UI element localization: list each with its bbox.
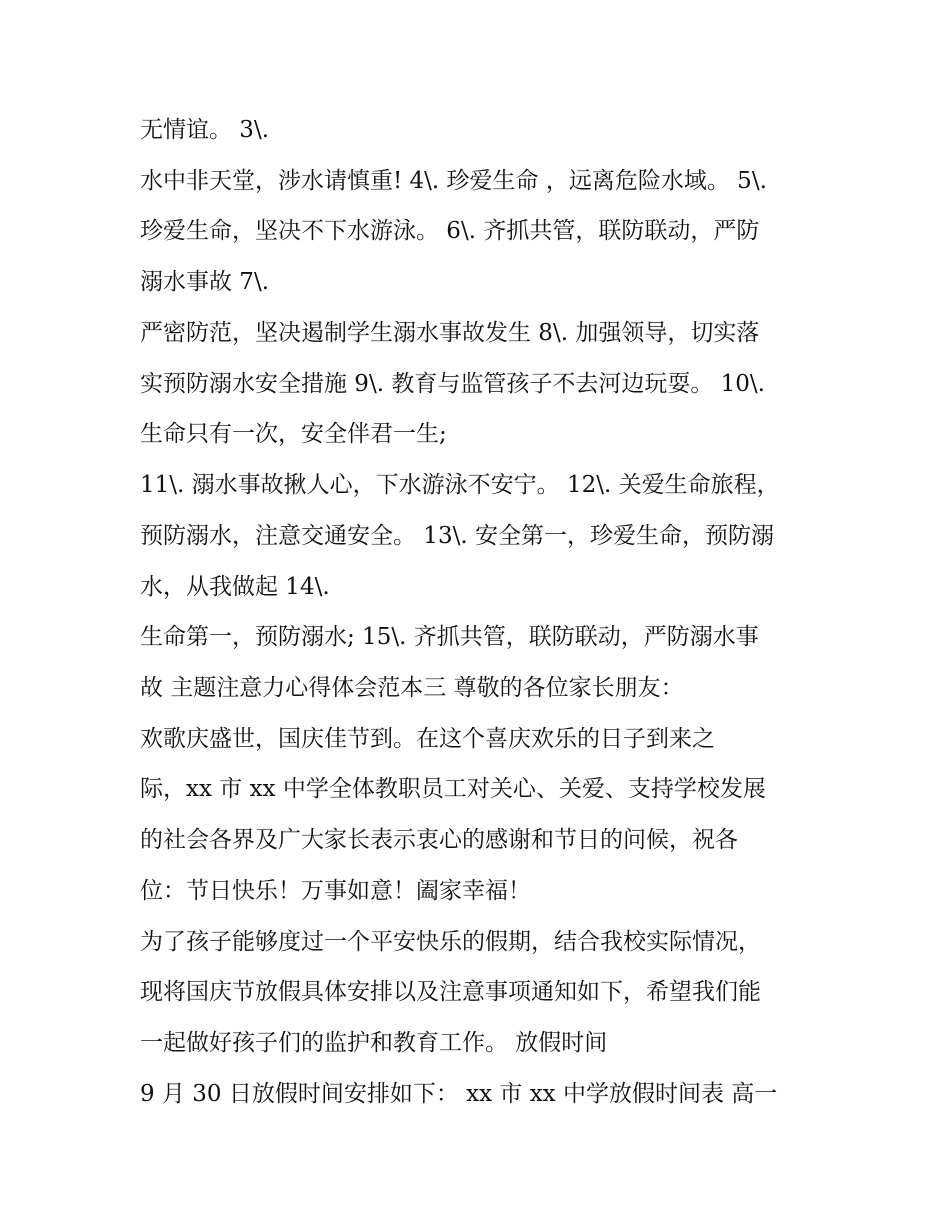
text-line: 生命第一，预防溺水; 15\. 齐抓共管，联防联动，严防溺水事: [140, 624, 759, 650]
text-line: 欢歌庆盛世，国庆佳节到。在这个喜庆欢乐的日子到来之: [140, 726, 715, 752]
text-line: 现将国庆节放假具体安排以及注意事项通知如下，希望我们能: [140, 979, 761, 1005]
text-line: 9 月 30 日放假时间安排如下： xx 市 xx 中学放假时间表 高一: [140, 1081, 778, 1107]
text-line: 水中非天堂，涉水请慎重! 4\. 珍爱生命 ，远离危险水域。 5\.: [140, 168, 767, 194]
text-line: 预防溺水，注意交通安全。 13\. 安全第一，珍爱生命，预防溺: [140, 523, 774, 549]
text-line: 严密防范，坚决遏制学生溺水事故发生 8\. 加强领导，切实落: [140, 320, 760, 346]
text-line: 生命只有一次，安全伴君一生;: [140, 421, 447, 447]
text-line: 的社会各界及广大家长表示衷心的感谢和节日的问候，祝各: [140, 827, 738, 853]
text-line: 11\. 溺水事故揪人心，下水游泳不安宁。 12\. 关爱生命旅程，: [140, 472, 780, 498]
text-line: 位：节日快乐！万事如意！阖家幸福！: [140, 878, 531, 904]
text-line: 为了孩子能够度过一个平安快乐的假期，结合我校实际情况，: [140, 929, 761, 955]
text-line: 珍爱生命，坚决不下水游泳。 6\. 齐抓共管，联防联动，严防: [140, 218, 760, 244]
text-line: 水，从我做起 14\.: [140, 574, 330, 600]
text-line: 际，xx 市 xx 中学全体教职员工对关心、关爱、支持学校发展: [140, 776, 766, 802]
text-line: 实预防溺水安全措施 9\. 教育与监管孩子不去河边玩耍。 10\.: [140, 371, 765, 397]
text-line: 溺水事故 7\.: [140, 269, 270, 295]
text-line: 无情谊。 3\.: [140, 117, 270, 143]
text-line: 故 主题注意力心得体会范本三 尊敬的各位家长朋友：: [140, 675, 684, 701]
text-line: 一起做好孩子们的监护和教育工作。 放假时间: [140, 1030, 608, 1056]
